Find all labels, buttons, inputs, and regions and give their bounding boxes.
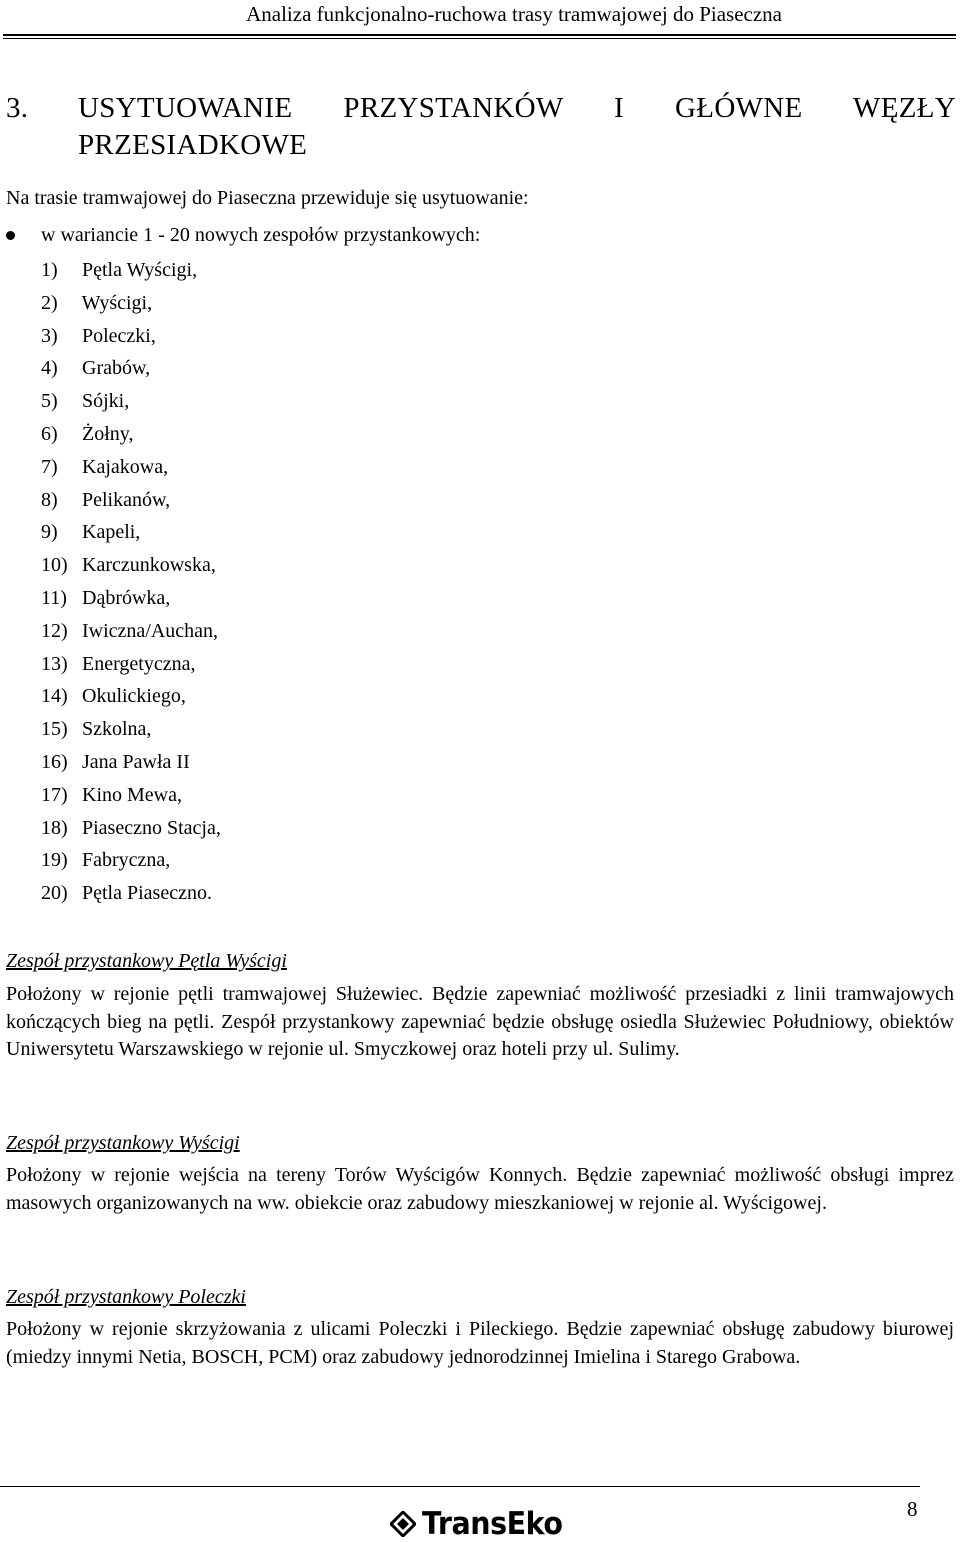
- page-number: 8: [907, 1497, 918, 1521]
- intro-text: Na trasie tramwajowej do Piaseczna przewiduje się usytuowanie:: [6, 187, 529, 209]
- list-item: 8) Pelikanów,: [41, 488, 171, 511]
- list-item: 18) Piaseczno Stacja,: [41, 816, 221, 839]
- bullet-icon: [6, 231, 15, 240]
- list-item: 15) Szkolna,: [41, 718, 152, 741]
- section-title: USYTUOWANIE PRZYSTANKÓW I GŁÓWNE WĘZŁY PRZESIADKOWE: [78, 92, 956, 161]
- section-number: 3.: [6, 92, 29, 124]
- list-item: 2) Wyścigi,: [41, 291, 153, 314]
- block-title-wyscigi: Zespół przystankowy Wyścigi: [6, 1132, 240, 1154]
- running-header: Analiza funkcjonalno-ruchowa trasy tramwajowej do Piaseczna: [246, 2, 782, 26]
- logo-wordmark: TransEko: [422, 1506, 563, 1542]
- list-item: 14) Okulickiego,: [41, 685, 186, 708]
- list-item: 5) Sójki,: [41, 390, 130, 413]
- list-item: 11) Dąbrówka,: [41, 586, 171, 609]
- variant-text: w wariancie 1 - 20 nowych zespołów przystankowych:: [41, 224, 481, 246]
- block-text-petla-wyscigi: Położony w rejonie pętli tramwajowej Służewiec. Będzie zapewniać możliwość przesiadki z linii tramwajowych kończących bieg na pętli. Zespół przystankowy zapewniać będzie obsługę osiedla Służewiec Południowy, obiektów Uniwersytetu Warszawskiego w rejonie ul. Smyczkowej oraz hoteli przy ul. Sulimy.: [6, 983, 954, 1060]
- stops-list: [41, 254, 221, 910]
- list-item: 10) Karczunkowska,: [41, 554, 216, 577]
- block-text-poleczki: Położony w rejonie skrzyżowania z ulicami Poleczki i Pileckiego. Będzie zapewniać obsługę zabudowy biurowej (miedzy innymi Netia, BOSCH, PCM) oraz zabudowy jednorodzinnej Imielina i Starego Grabowa.: [6, 1318, 954, 1368]
- list-item: 1) Pętla Wyścigi,: [41, 259, 198, 281]
- block-title-petla-wyscigi: Zespół przystankowy Pętla Wyścigi: [6, 950, 287, 972]
- list-item: 16) Jana Pawła II: [41, 750, 190, 773]
- header-rule: [3, 34, 956, 39]
- transeko-logo-icon: [390, 1511, 416, 1537]
- list-item: 17) Kino Mewa,: [41, 783, 182, 806]
- block-text-wyscigi: Położony w rejonie wejścia na tereny Torów Wyścigów Konnych. Będzie zapewniać możliwość obsługi imprez masowych organizowanych na ww. obiekcie oraz zabudowy mieszkaniowej w rejonie al. Wyścigowej.: [6, 1164, 954, 1214]
- block-title-poleczki: Zespół przystankowy Poleczki: [6, 1286, 246, 1308]
- list-item: 9) Kapeli,: [41, 521, 141, 544]
- list-item: 20) Pętla Piaseczno.: [41, 882, 212, 905]
- list-item: 19) Fabryczna,: [41, 849, 171, 872]
- list-item: 7) Kajakowa,: [41, 455, 169, 478]
- list-item: 12) Iwiczna/Auchan,: [41, 619, 219, 642]
- list-item: 13) Energetyczna,: [41, 652, 196, 675]
- list-item: 4) Grabów,: [41, 357, 151, 380]
- list-item: 3) Poleczki,: [41, 324, 156, 347]
- transeko-logo: [390, 1506, 575, 1542]
- list-item: 6) Żołny,: [41, 422, 134, 445]
- footer-rule: [0, 1486, 920, 1487]
